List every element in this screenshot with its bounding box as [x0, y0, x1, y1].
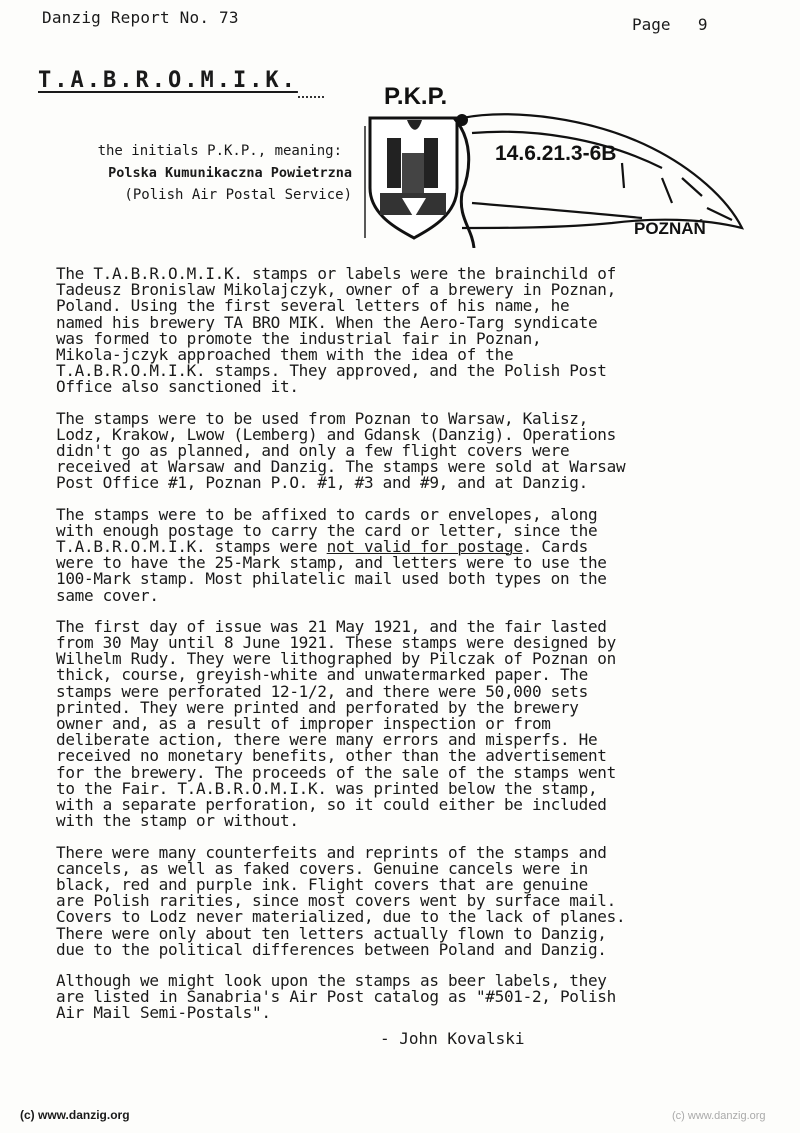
paragraph-3-part-b: . Cards were to have the 25-Mark stamp, and letters were to use the 100-Mark stamp. Most philatelic mail used both types on the same cover. [56, 537, 607, 605]
footer-copyright-right: (c) www.danzig.org [672, 1110, 766, 1122]
cancel-city: POZNAŃ [634, 219, 706, 238]
paragraph-3-underlined: not valid for postage [326, 537, 523, 557]
intro-block [40, 140, 352, 206]
paragraph-3-part-a: The stamps were to be affixed to cards or envelopes, along with enough postage to carry the card or letter, since the T.A.B.R.O.M.I.K. stamps were [56, 504, 598, 557]
page-title: T.A.B.R.O.M.I.K. [38, 68, 298, 93]
page-number-value: 9 [697, 15, 708, 34]
paragraph-1: The T.A.B.R.O.M.I.K. stamps or labels were the brainchild of Tadeusz Bronislaw Mikolajczyk, owner of a brewery in Poznan, Poland. Using the first several letters of his name, he named his brewery TA BRO MIK. When the Aero-Targ syndicate was formed to promote the industrial fair in Poznan, Mikola-jczyk approached them with the idea of the T.A.B.R.O.M.I.K. stamps. They approved, and the Polish Post Office also sanctioned it. [56, 264, 616, 397]
intro-line-2: Polska Kumunikaczna Powietrzna [108, 165, 352, 181]
paragraph-3 [56, 504, 736, 605]
paragraph-4: The first day of issue was 21 May 1921, and the fair lasted from 30 May until 8 June 1921. These stamps were designed by Wilhelm Rudy. They were lithographed by Pilczak of Poznan on thick, course, greyish-white and unwatermarked paper. The stamps were perforated 12-1/2, and there were 50,000 sets printed. They were printed and perforated by the brewery owner and, as a result of improper inspection or from deliberate action, there were many errors and misperfs. He received no monetary benefits, other than the advertisement for the brewery. The proceeds of the sale of the stamps went to the Fair. T.A.B.R.O.M.I.K. was printed below the stamp, with a separate perforation, so it could either be included with the stamp or without. [56, 616, 616, 831]
cancel-knot-icon [456, 114, 468, 126]
paragraph-5: There were many counterfeits and reprints of the stamps and cancels, as well as faked covers. Genuine cancels were in black, red and purple ink. Flight covers that are genuine are Polish rarities, since most covers went by surface mail. Covers to Lodz never materialized, due to the lack of planes. There were only about ten letters actually flown to Danzig, due to the political differences between Poland and Danzig. [56, 842, 626, 959]
intro-line-3: (Polish Air Postal Service) [124, 187, 352, 203]
title-dotted-rule [298, 96, 324, 98]
cancel-top-text: P.K.P. [384, 83, 448, 110]
page-label: Page [632, 15, 671, 34]
intro-line-1: the initials P.K.P., meaning: [97, 143, 342, 159]
cancel-date: 14.6.21.3-6B [495, 142, 617, 165]
report-header: Danzig Report No. 73 [42, 8, 239, 27]
paragraph-6: Although we might look upon the stamps as beer labels, they are listed in Sanabria's Air Post catalog as "#501-2, Polish Air Mail Semi-Postals". [56, 970, 616, 1023]
wing-icon [462, 114, 742, 228]
page-number [632, 15, 707, 34]
pkp-cancel-postmark [362, 78, 752, 248]
coat-of-arms-icon [370, 118, 457, 238]
footer-copyright-left: (c) www.danzig.org [20, 1108, 130, 1122]
article-body [56, 266, 736, 1037]
author-signature: - John Kovalski [380, 1029, 525, 1048]
paragraph-2: The stamps were to be used from Poznan to Warsaw, Kalisz, Lodz, Krakow, Lwow (Lemberg) and Gdansk (Danzig). Operations didn't go as planned, and only a few flight covers were received at Warsaw and Danzig. The stamps were sold at Warsaw Post Office #1, Poznan P.O. #1, #3 and #9, and at Danzig. [56, 408, 626, 493]
